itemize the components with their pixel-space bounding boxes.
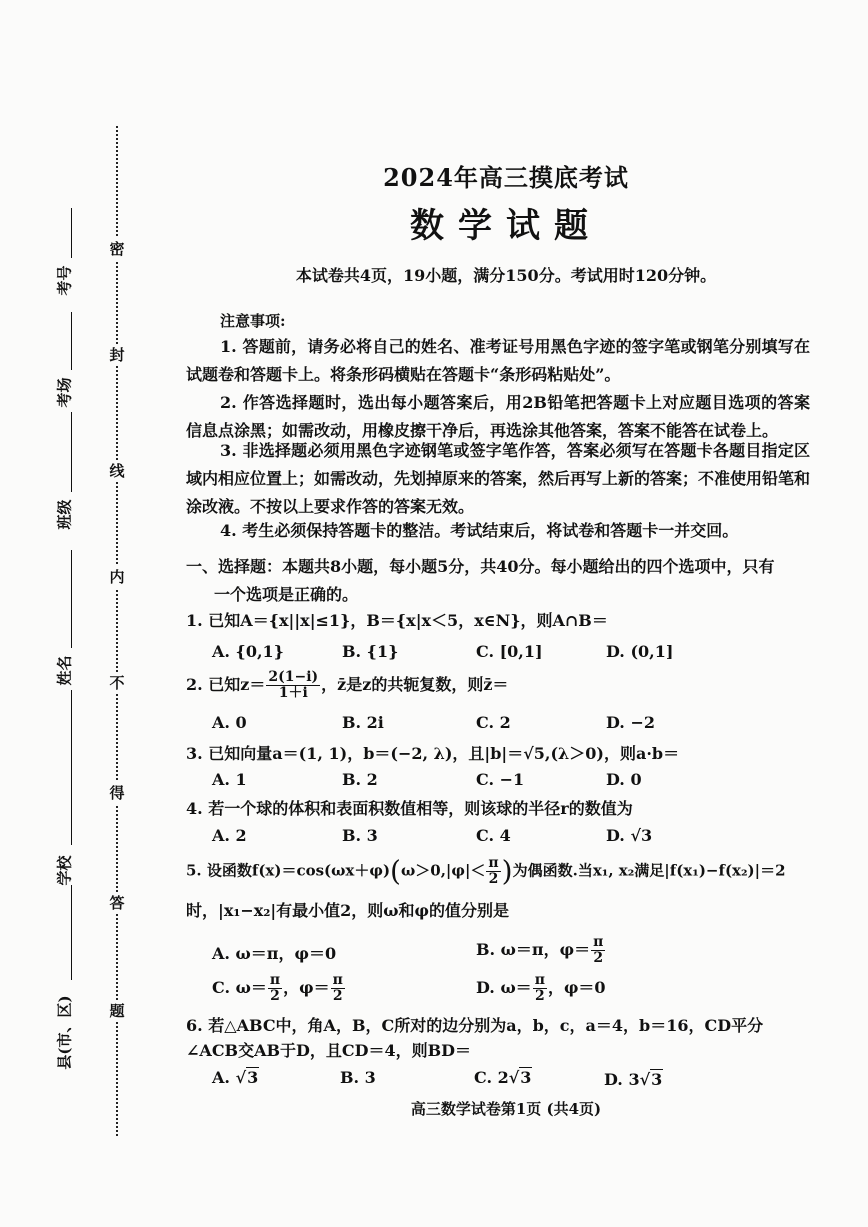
option-c: C. 4 bbox=[476, 826, 511, 845]
option-c: C. [0,1] bbox=[476, 642, 543, 661]
option-a: A. √3 bbox=[212, 1068, 259, 1087]
option-b: B. 3 bbox=[340, 1068, 376, 1087]
page-footer: 高三数学试卷第1页 (共4页) bbox=[410, 1100, 602, 1118]
option-b: B. 2 bbox=[342, 770, 378, 789]
option-c: C. 2 bbox=[476, 713, 511, 732]
seal-char: 封 bbox=[106, 344, 128, 366]
notice-item: 3. 非选择题必须用黑色字迹钢笔或签字笔作答，答案必须写在答题卡各题目指定区域内相应位置上；如需改动，先划掉原来的答案，然后再写上新的答案；不准使用铅笔和涂改液。不按以上要求作答的答案无效。 bbox=[186, 441, 811, 516]
option-c: C. ω＝ $\frac{\pi}{2}$ ，φ＝ $\frac{\pi}{2}$ bbox=[212, 972, 343, 1004]
seal-char: 线 bbox=[106, 460, 128, 482]
option-d: D. 3√3 bbox=[604, 1070, 663, 1089]
fraction: $\frac{\pi}{2}$ bbox=[488, 855, 499, 887]
option-d: D. √3 bbox=[606, 826, 653, 845]
notice-item: 4. 考生必须保持答题卡的整洁。考试结束后，将试卷和答题卡一并交回。 bbox=[220, 521, 739, 540]
option-a: A. 2 bbox=[212, 826, 247, 845]
question-5: 5. 设函数f(x)＝cos(ωx＋φ)(ω＞0,|φ|＜ $\frac{\pi}{2}$ )为偶函数.当x₁, x₂满足|f(x₁)−f(x₂)|＝2 bbox=[186, 854, 786, 888]
binding-dashed-line bbox=[116, 126, 118, 1136]
seal-char: 题 bbox=[106, 1000, 128, 1022]
question-6: 6. 若△ABC中，角A，B，C所对的边分别为a，b，c，a＝4，b＝16，CD平分 bbox=[186, 1016, 764, 1035]
field-label: 班级 bbox=[55, 499, 74, 530]
option-d: D. −2 bbox=[606, 713, 655, 732]
seal-char: 内 bbox=[106, 566, 128, 588]
question-1: 1. 已知A＝{x||x|≤1}，B＝{x|x＜5，x∈N}，则A∩B＝ bbox=[186, 611, 608, 630]
option-a: A. 1 bbox=[212, 770, 247, 789]
option-b: B. ω＝π，φ＝ $\frac{\pi}{2}$ bbox=[476, 934, 604, 966]
notice-item: 1. 答题前，请务必将自己的姓名、准考证号用黑色字迹的签字笔或钢笔分别填写在试题卷和答题卡上。将条形码横贴在答题卡“条形码粘贴处”。 bbox=[186, 337, 810, 384]
option-d: D. 0 bbox=[606, 770, 642, 789]
seal-char: 不 bbox=[106, 672, 128, 694]
notice-item: 2. 作答选择题时，选出每小题答案后，用2B铅笔把答题卡上对应题目选项的答案信息点涂黑；如需改动，用橡皮擦干净后，再选涂其他答案，答案不能答在试卷上。 bbox=[186, 393, 810, 440]
question-2: 2. 已知z＝ $\frac{2(1-i)}{1+i}$ ，z̄是z的共轭复数，则z̄＝ bbox=[186, 669, 509, 701]
question-4: 4. 若一个球的体积和表面积数值相等，则该球的半径r的数值为 bbox=[186, 799, 633, 818]
question-3: 3. 已知向量a＝(1, 1)，b＝(−2, λ)，且|b|＝√5,(λ＞0)，则a·b＝ bbox=[186, 744, 680, 763]
field-blank-line bbox=[71, 690, 72, 845]
question-6-line2: ∠ACB交AB于D，且CD＝4，则BD＝ bbox=[186, 1041, 472, 1060]
option-a: A. ω＝π，φ＝0 bbox=[212, 944, 337, 963]
field-label: 考场 bbox=[55, 377, 74, 408]
field-blank-line bbox=[71, 412, 72, 492]
option-b: B. {1} bbox=[342, 642, 399, 661]
subject-title: 数学试题 bbox=[410, 206, 602, 246]
field-blank-line bbox=[71, 550, 72, 648]
option-c: C. 2√3 bbox=[474, 1068, 532, 1087]
option-d: D. (0,1] bbox=[606, 642, 674, 661]
seal-char: 密 bbox=[106, 238, 128, 260]
fraction: $\frac{2(1-i)}{1+i}$ bbox=[268, 669, 319, 701]
exam-info: 本试卷共4页，19小题，满分150分。考试用时120分钟。 bbox=[295, 266, 717, 285]
seal-char: 得 bbox=[106, 782, 128, 804]
option-a: A. {0,1} bbox=[212, 642, 284, 661]
field-label: 姓名 bbox=[55, 655, 74, 686]
section-heading: 一、选择题：本题共8小题，每小题5分，共40分。每小题给出的四个选项中，只有 一个选项是正确的。 bbox=[186, 557, 775, 604]
field-blank-line bbox=[71, 885, 72, 980]
option-d: D. ω＝ $\frac{\pi}{2}$ ，φ＝0 bbox=[476, 972, 606, 1004]
exam-title: 2024年高三摸底考试 bbox=[383, 163, 629, 192]
option-b: B. 3 bbox=[342, 826, 378, 845]
field-label: 考号 bbox=[55, 265, 74, 296]
field-label: 学校 bbox=[55, 855, 74, 886]
question-5-line2: 时，|x₁−x₂|有最小值2，则ω和φ的值分别是 bbox=[186, 901, 509, 920]
option-b: B. 2i bbox=[342, 713, 384, 732]
notice-heading: 注意事项: bbox=[220, 312, 286, 330]
field-label: 县(市、区) bbox=[55, 995, 74, 1070]
seal-char: 答 bbox=[106, 892, 128, 914]
option-a: A. 0 bbox=[212, 713, 247, 732]
field-blank-line bbox=[71, 208, 72, 258]
field-blank-line bbox=[71, 312, 72, 370]
option-c: C. −1 bbox=[476, 770, 525, 789]
